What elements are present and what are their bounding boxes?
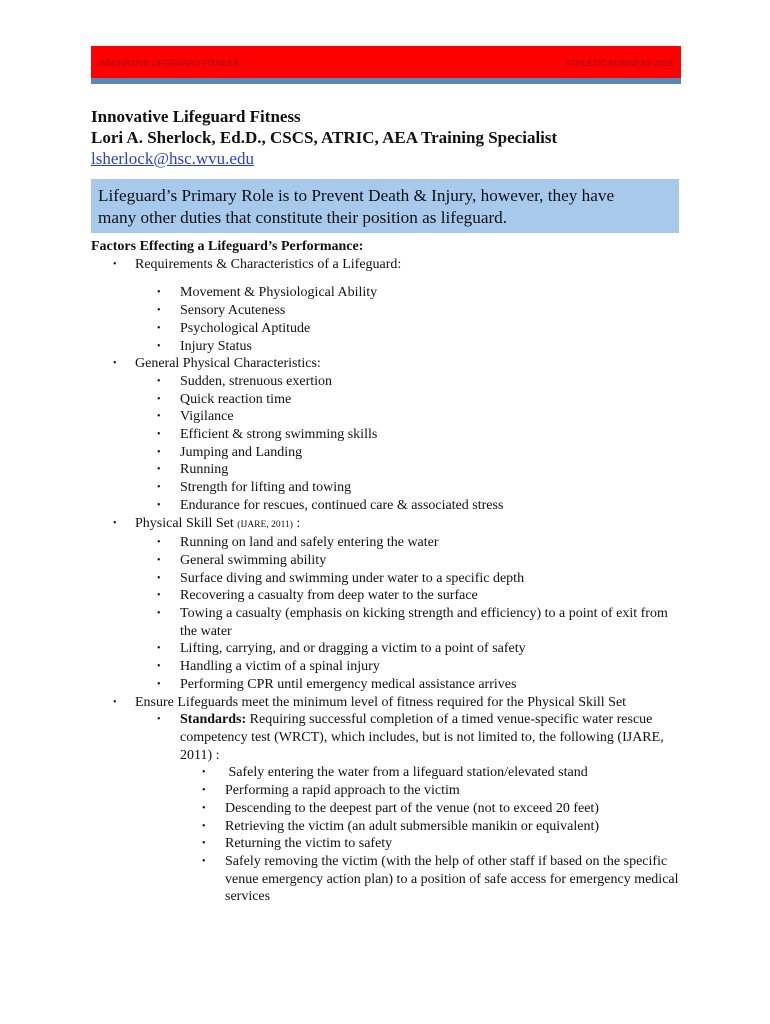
- bullet: •: [202, 820, 206, 832]
- item-text: Performing a rapid approach to the victim: [225, 783, 460, 799]
- sublist: [135, 711, 681, 906]
- item-text: Handling a victim of a spinal injury: [180, 659, 380, 675]
- list-item: [135, 497, 681, 515]
- list-item: [180, 800, 681, 818]
- item-text: General swimming ability: [180, 552, 327, 568]
- list-item: [180, 818, 681, 836]
- list-item: [180, 853, 681, 906]
- item-text: Sudden, strenuous exertion: [180, 373, 333, 389]
- item-text: Lifting, carrying, and or dragging a victim to a point of safety: [180, 641, 526, 657]
- list-item: [135, 444, 681, 462]
- bullet: •: [157, 554, 161, 566]
- header-right-text: ATHLETIC BUSINESS 2018: [565, 58, 673, 68]
- sublist: [135, 534, 681, 693]
- sublist: [135, 284, 681, 355]
- list-item: [135, 479, 681, 497]
- factors-heading: Factors Effecting a Lifeguard’s Performance:: [91, 239, 364, 254]
- bullet: •: [157, 322, 161, 334]
- list-item: [180, 835, 681, 853]
- list-item: [135, 373, 681, 391]
- bullet: •: [202, 802, 206, 814]
- bullet: •: [113, 258, 117, 270]
- primary-role-callout: [91, 179, 679, 233]
- list-item: [180, 764, 681, 782]
- list-item: [180, 782, 681, 800]
- item-text: Descending to the deepest part of the venue (not to exceed 20 feet): [225, 800, 599, 816]
- page-header-bar: [91, 46, 681, 78]
- section-label: Physical Skill Set: [135, 515, 234, 531]
- sublist: [135, 373, 681, 515]
- factors-list: [91, 256, 681, 906]
- citation: (IJARE, 2011): [237, 519, 293, 530]
- standards-text: Requiring successful completion of a timed venue-specific water rescue competency test (WRCT), which includes, but is not limited to, the following (IJARE, 2011) :: [180, 712, 664, 763]
- bullet: •: [157, 661, 161, 673]
- list-item: [135, 284, 681, 302]
- bullet: •: [157, 590, 161, 602]
- list-item: [135, 408, 681, 426]
- bullet: •: [157, 464, 161, 476]
- list-item: [135, 302, 681, 320]
- item-text: Strength for lifting and towing: [180, 480, 352, 496]
- list-item: [91, 256, 681, 356]
- item-text: Sensory Acuteness: [180, 303, 286, 319]
- item-text: Retrieving the victim (an adult submersible manikin or equivalent): [225, 818, 600, 834]
- factors-section: [91, 238, 681, 906]
- standards-label: Standards:: [180, 712, 247, 728]
- list-item: [135, 338, 681, 356]
- list-item: [135, 640, 681, 658]
- item-text: Efficient & strong swimming skills: [180, 427, 378, 443]
- list-item: [91, 694, 681, 906]
- list-item: [135, 570, 681, 588]
- section-label: Requirements & Characteristics of a Lifeguard:: [135, 256, 402, 272]
- title-block: [91, 106, 557, 169]
- item-text: Recovering a casualty from deep water to the surface: [180, 588, 478, 604]
- list-item: [91, 355, 681, 514]
- item-text: Injury Status: [180, 338, 252, 354]
- list-item: [135, 534, 681, 552]
- header-left-text: INNOVATIVE LIFEGUARD FITNESS: [99, 58, 239, 68]
- list-item: [135, 711, 681, 906]
- section-label: General Physical Characteristics:: [135, 356, 321, 372]
- bullet: •: [157, 678, 161, 690]
- bullet: •: [157, 643, 161, 655]
- list-item: [135, 605, 681, 640]
- section-label: Ensure Lifeguards meet the minimum level of fitness required for the Physical Skill Set: [135, 694, 627, 710]
- callout-line-1: Lifeguard’s Primary Role is to Prevent Death & Injury, however, they have: [98, 186, 615, 205]
- item-text: Psychological Aptitude: [180, 320, 311, 336]
- bullet: •: [157, 393, 161, 405]
- bullet: •: [202, 785, 206, 797]
- bullet: •: [113, 696, 117, 708]
- bullet: •: [157, 340, 161, 352]
- list-item: [91, 515, 681, 694]
- author-line: Lori A. Sherlock, Ed.D., CSCS, ATRIC, AEA Training Specialist: [91, 128, 558, 147]
- list-item: [135, 676, 681, 694]
- bullet: •: [157, 305, 161, 317]
- item-text: Running: [180, 462, 229, 478]
- item-text: Movement & Physiological Ability: [180, 285, 378, 301]
- item-text: Performing CPR until emergency medical assistance arrives: [180, 676, 517, 692]
- item-text: Quick reaction time: [180, 391, 292, 407]
- bullet: •: [157, 499, 161, 511]
- item-text: Vigilance: [180, 409, 234, 425]
- bullet: •: [202, 838, 206, 850]
- list-item: [135, 461, 681, 479]
- bullet: •: [157, 714, 161, 726]
- bullet: •: [157, 429, 161, 441]
- header-rule: [91, 78, 681, 84]
- author-email-link[interactable]: lsherlock@hsc.wvu.edu: [91, 149, 254, 168]
- list-item: [135, 391, 681, 409]
- bullet: •: [157, 411, 161, 423]
- item-text: Towing a casualty (emphasis on kicking strength and efficiency) to a point of exit from the water: [180, 606, 668, 639]
- label-suffix: :: [296, 515, 301, 531]
- bullet: •: [202, 855, 206, 867]
- item-text: Returning the victim to safety: [225, 836, 393, 852]
- bullet: •: [157, 375, 161, 387]
- bullet: •: [113, 517, 117, 529]
- bullet: •: [157, 287, 161, 299]
- bullet: •: [157, 608, 161, 620]
- list-item: [135, 426, 681, 444]
- list-item: [135, 658, 681, 676]
- doc-title: Innovative Lifeguard Fitness: [91, 107, 301, 126]
- bullet: •: [202, 767, 206, 779]
- callout-line-2: many other duties that constitute their position as lifeguard.: [98, 208, 508, 227]
- bullet: •: [157, 482, 161, 494]
- item-text: Jumping and Landing: [180, 444, 303, 460]
- list-item: [135, 320, 681, 338]
- bullet: •: [157, 446, 161, 458]
- item-text: Safely removing the victim (with the help of other staff if based on the specific venue emergency action plan) to a position of safe access for emergency medical services: [225, 853, 679, 905]
- bullet: •: [157, 572, 161, 584]
- item-text: Safely entering the water from a lifeguard station/elevated stand: [225, 765, 588, 781]
- list-item: [135, 587, 681, 605]
- bullet: •: [113, 358, 117, 370]
- item-text: Surface diving and swimming under water to a specific depth: [180, 570, 525, 586]
- list-item: [135, 552, 681, 570]
- bullet: •: [157, 537, 161, 549]
- item-text: Endurance for rescues, continued care & associated stress: [180, 497, 504, 513]
- sublist: [180, 764, 681, 906]
- item-text: Running on land and safely entering the water: [180, 535, 439, 551]
